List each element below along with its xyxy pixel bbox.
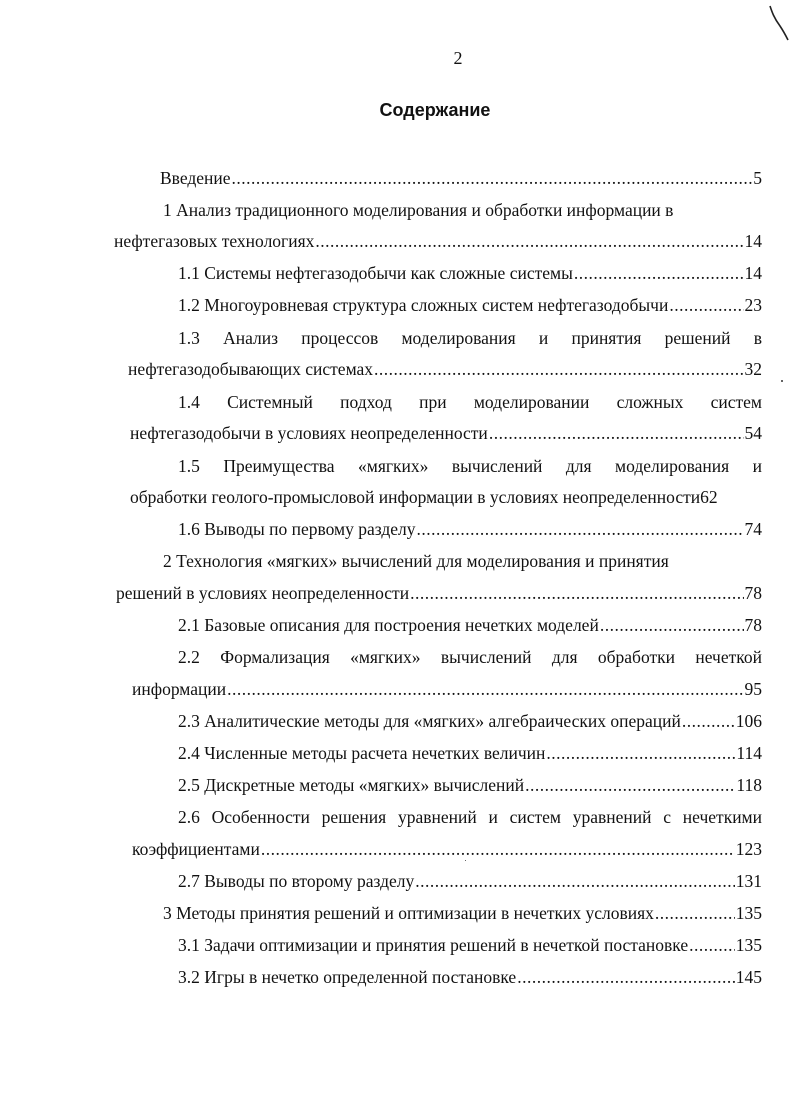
scan-mark-icon bbox=[764, 4, 795, 44]
toc-entry-2-2-line1[interactable] bbox=[178, 646, 762, 668]
toc-entry-1-3-line1[interactable] bbox=[178, 327, 762, 349]
toc-entry-page: 54 bbox=[744, 423, 762, 443]
toc-entry-title: 1.6 Выводы по первому разделу bbox=[178, 519, 416, 539]
toc-entry-title: коэффициентами bbox=[132, 839, 260, 859]
toc-entry-3-1[interactable] bbox=[178, 934, 762, 956]
toc-leader bbox=[517, 966, 735, 988]
toc-entry-title: нефтегазодобычи в условиях неопределенности bbox=[130, 423, 488, 443]
toc-entry-title: 1.1 Системы нефтегазодобычи как сложные системы bbox=[178, 263, 573, 283]
toc-entry-chapter-1[interactable] bbox=[114, 230, 762, 252]
toc-entry-title: 1.3 Анализ процессов моделирования и принятия решений в bbox=[178, 328, 762, 348]
toc-entry-page: 135 bbox=[735, 903, 762, 923]
toc-entry-title: нефтегазодобывающих системах bbox=[128, 359, 374, 379]
toc-entry-title: 2.3 Аналитические методы для «мягких» алгебраических операций bbox=[178, 711, 681, 731]
toc-entry-page: 106 bbox=[735, 711, 762, 731]
toc-leader bbox=[669, 294, 743, 316]
toc-entry-1-3[interactable] bbox=[128, 358, 762, 380]
toc-entry-chapter-1-line1[interactable] bbox=[163, 199, 673, 221]
toc-entry-page: 114 bbox=[736, 743, 762, 763]
toc-leader bbox=[600, 614, 744, 636]
toc-entry-1-2[interactable] bbox=[178, 294, 762, 316]
toc-entry-page: 23 bbox=[744, 295, 762, 315]
toc-leader bbox=[261, 838, 735, 860]
toc-entry-page: 78 bbox=[744, 583, 762, 603]
toc-entry-chapter-3[interactable] bbox=[163, 902, 762, 924]
toc-entry-chapter-2-line1[interactable] bbox=[163, 550, 669, 572]
toc-leader bbox=[574, 262, 744, 284]
toc-entry-page: 32 bbox=[744, 359, 762, 379]
toc-leader bbox=[489, 422, 744, 444]
toc-leader bbox=[232, 167, 753, 189]
toc-entry-page: 74 bbox=[744, 519, 762, 539]
toc-leader bbox=[315, 230, 743, 252]
toc-entry-1-5-line1[interactable] bbox=[178, 455, 762, 477]
toc-entry-page: 14 bbox=[744, 231, 762, 251]
toc-entry-title: информации bbox=[132, 679, 227, 699]
toc-entry-title: 3 Методы принятия решений и оптимизации в нечетких условиях bbox=[163, 903, 654, 923]
toc-entry-title: 2.6 Особенности решения уравнений и систем уравнений с нечеткими bbox=[178, 807, 762, 827]
toc-leader bbox=[689, 934, 735, 956]
toc-leader bbox=[415, 870, 735, 892]
toc-entry-title: обработки геолого-промысловой информации в условиях неопределенности62 bbox=[130, 487, 718, 507]
toc-leader bbox=[410, 582, 743, 604]
toc-entry-2-7[interactable] bbox=[178, 870, 762, 892]
toc-leader bbox=[546, 742, 735, 764]
toc-entry-title: 2 Технология «мягких» вычислений для моделирования и принятия bbox=[163, 551, 669, 571]
toc-entry-title: 3.1 Задачи оптимизации и принятия решений в нечеткой постановке bbox=[178, 935, 689, 955]
toc-entry-title: 1.5 Преимущества «мягких» вычислений для моделирования и bbox=[178, 456, 762, 476]
toc-leader bbox=[682, 710, 735, 732]
page-title: Содержание bbox=[379, 100, 491, 120]
toc-entry-2-6[interactable] bbox=[132, 838, 762, 860]
toc-leader bbox=[227, 678, 743, 700]
toc-entry-1-1[interactable] bbox=[178, 262, 762, 284]
toc-entry-1-6[interactable] bbox=[178, 518, 762, 540]
toc-leader bbox=[655, 902, 735, 924]
toc-entry-title: 1.4 Системный подход при моделировании сложных систем bbox=[178, 392, 762, 412]
toc-entry-page: 14 bbox=[744, 263, 762, 283]
toc-entry-2-5[interactable] bbox=[178, 774, 762, 796]
toc-entry-title: 1.2 Многоуровневая структура сложных систем нефтегазодобычи bbox=[178, 295, 669, 315]
toc-entry-1-4[interactable] bbox=[130, 422, 762, 444]
toc-entry-2-6-line1[interactable] bbox=[178, 806, 762, 828]
toc-entry-page: 5 bbox=[753, 168, 762, 188]
toc-entry-page: 78 bbox=[744, 615, 762, 635]
toc-entry-2-3[interactable] bbox=[178, 710, 762, 732]
toc-entry-page: 135 bbox=[735, 935, 762, 955]
toc-leader bbox=[525, 774, 735, 796]
page-number: 2 bbox=[453, 48, 463, 68]
scan-speck bbox=[465, 860, 466, 861]
toc-entry-2-2[interactable] bbox=[132, 678, 762, 700]
toc-entry-3-2[interactable] bbox=[178, 966, 762, 988]
toc-entry-1-4-line1[interactable] bbox=[178, 391, 762, 413]
toc-entry-title: 3.2 Игры в нечетко определенной постановке bbox=[178, 967, 517, 987]
toc-entry-1-5[interactable] bbox=[130, 486, 718, 508]
toc-entry-title: 1 Анализ традиционного моделирования и обработки информации в bbox=[163, 200, 674, 220]
toc-entry-page: 95 bbox=[744, 679, 762, 699]
toc-entry-title: 2.2 Формализация «мягких» вычислений для обработки нечеткой bbox=[178, 647, 762, 667]
toc-entry-title: 2.5 Дискретные методы «мягких» вычислений bbox=[178, 775, 525, 795]
toc-entry-title: нефтегазовых технологиях bbox=[114, 231, 315, 251]
toc-entry-page: 131 bbox=[735, 871, 762, 891]
toc-entry-title: 2.7 Выводы по второму разделу bbox=[178, 871, 415, 891]
toc-leader bbox=[417, 518, 744, 540]
toc-entry-title: решений в условиях неопределенности bbox=[116, 583, 410, 603]
toc-leader bbox=[374, 358, 743, 380]
toc-entry-title: 2.1 Базовые описания для построения нечетких моделей bbox=[178, 615, 599, 635]
toc-entry-title: Введение bbox=[160, 168, 231, 188]
toc-entry-page: 145 bbox=[735, 967, 762, 987]
toc-entry-page: 118 bbox=[736, 775, 762, 795]
toc-entry-title: 2.4 Численные методы расчета нечетких величин bbox=[178, 743, 546, 763]
scan-speck bbox=[781, 380, 783, 382]
toc-entry-intro[interactable] bbox=[160, 167, 762, 189]
toc-entry-2-1[interactable] bbox=[178, 614, 762, 636]
toc-entry-page: 123 bbox=[735, 839, 762, 859]
toc-entry-chapter-2[interactable] bbox=[116, 582, 762, 604]
toc-entry-2-4[interactable] bbox=[178, 742, 762, 764]
